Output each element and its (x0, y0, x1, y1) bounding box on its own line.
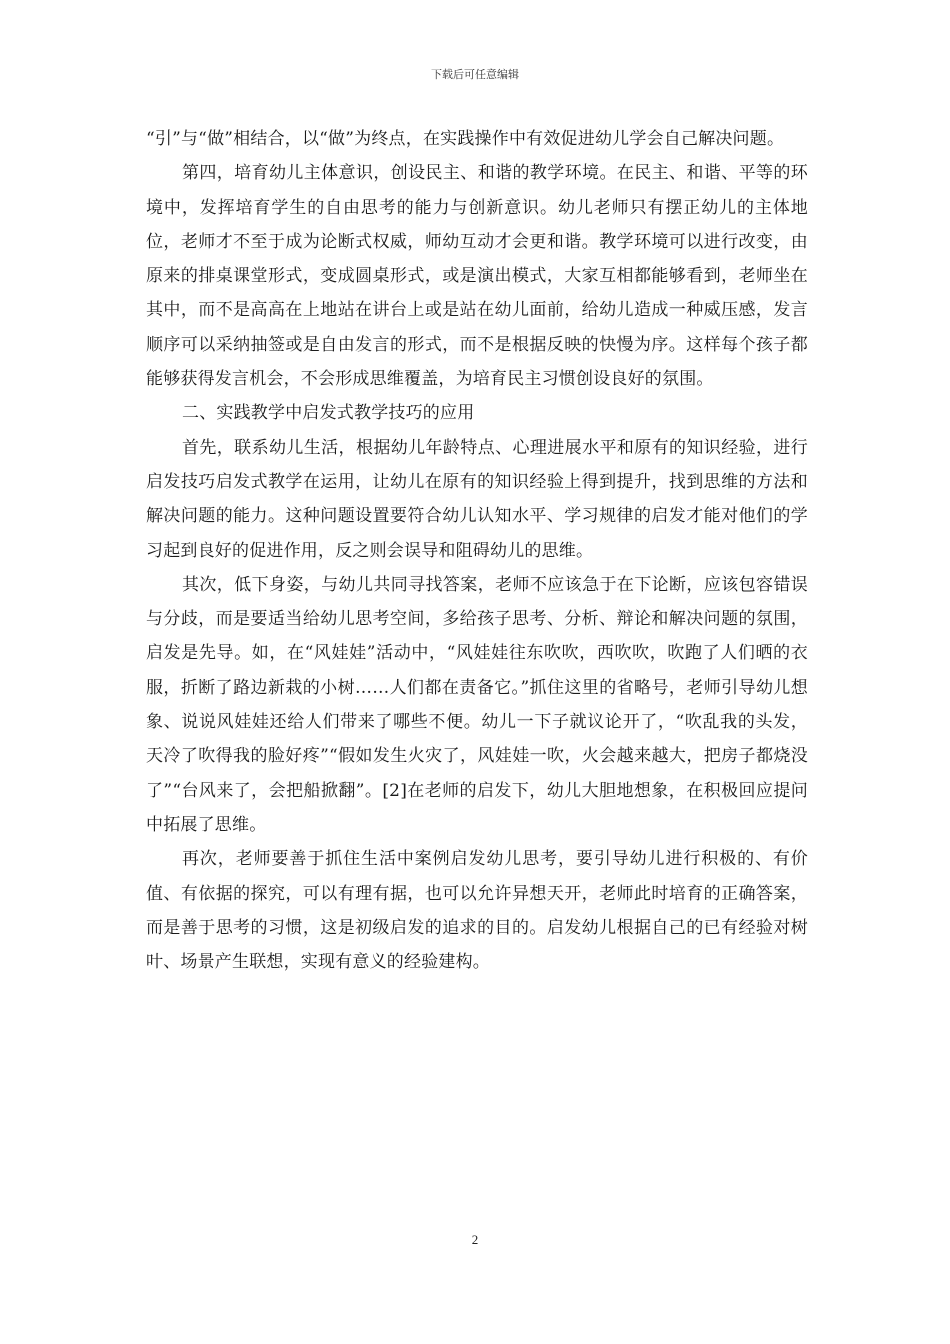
page-number: 2 (471, 1232, 479, 1247)
paragraph-continuation: “引”与“做”相结合，以“做”为终点，在实践操作中有效促进幼儿学会自己解决问题。 (146, 129, 785, 149)
paragraph-second: 其次，低下身姿，与幼儿共同寻找答案，老师不应该急于在下论断，应该包容错误与分歧，而是要适当给幼儿思考空间，多给孩子思考、分析、辩论和解决问题的氛围，启发是先导。如，在“风娃娃”活动中，“风娃娃往东吹吹，西吹吹，吹跑了人们晒的衣服，折断了路边新栽的小树……人们都在责备它。”抓住这里的省略号，老师引导幼儿想象、说说风娃娃还给人们带来了哪些不便。幼儿一下子就议论开了，“吹乱我的头发，天冷了吹得我的脸好疼”“假如发生火灾了，风娃娃一吹，火会越来越大，把房子都烧没了”“台风来了，会把船掀翻”。[2]在老师的启发下，幼儿大胆地想象，在积极回应提问中拓展了思维。 (146, 574, 808, 835)
section-heading: 二、实践教学中启发式教学技巧的应用 (182, 403, 475, 424)
page-header: 下载后可任意编辑 (431, 68, 519, 81)
paragraph-third: 再次，老师要善于抓住生活中案例启发幼儿思考，要引导幼儿进行积极的、有价值、有依据的探究，可以有理有据，也可以允许异想天开，老师此时培育的正确答案，而是善于思考的习惯，这是初级启发的追求的目的。启发幼儿根据自己的已有经验对树叶、场景产生联想，实现有意义的经验建构。 (146, 849, 808, 973)
document-body (146, 122, 808, 979)
paragraph-first: 首先，联系幼儿生活，根据幼儿年龄特点、心理进展水平和原有的知识经验，进行启发技巧启发式教学在运用，让幼儿在原有的知识经验上得到提升，找到思维的方法和解决问题的能力。这种问题设置要符合幼儿认知水平、学习规律的启发才能对他们的学习起到良好的促进作用，反之则会误导和阻碍幼儿的思维。 (146, 437, 808, 561)
paragraph-fourth-point: 第四，培育幼儿主体意识，创设民主、和谐的教学环境。在民主、和谐、平等的环境中，发挥培育学生的自由思考的能力与创新意识。幼儿老师只有摆正幼儿的主体地位，老师才不至于成为论断式权威，师幼互动才会更和谐。教学环境可以进行改变，由原来的排桌课堂形式，变成圆桌形式，或是演出模式，大家互相都能够看到，老师坐在其中，而不是高高在上地站在讲台上或是站在幼儿面前，给幼儿造成一种威压感，发言顺序可以采纳抽签或是自由发言的形式，而不是根据反映的快慢为序。这样每个孩子都能够获得发言机会，不会形成思维覆盖，为培育民主习惯创设良好的氛围。 (146, 163, 808, 390)
